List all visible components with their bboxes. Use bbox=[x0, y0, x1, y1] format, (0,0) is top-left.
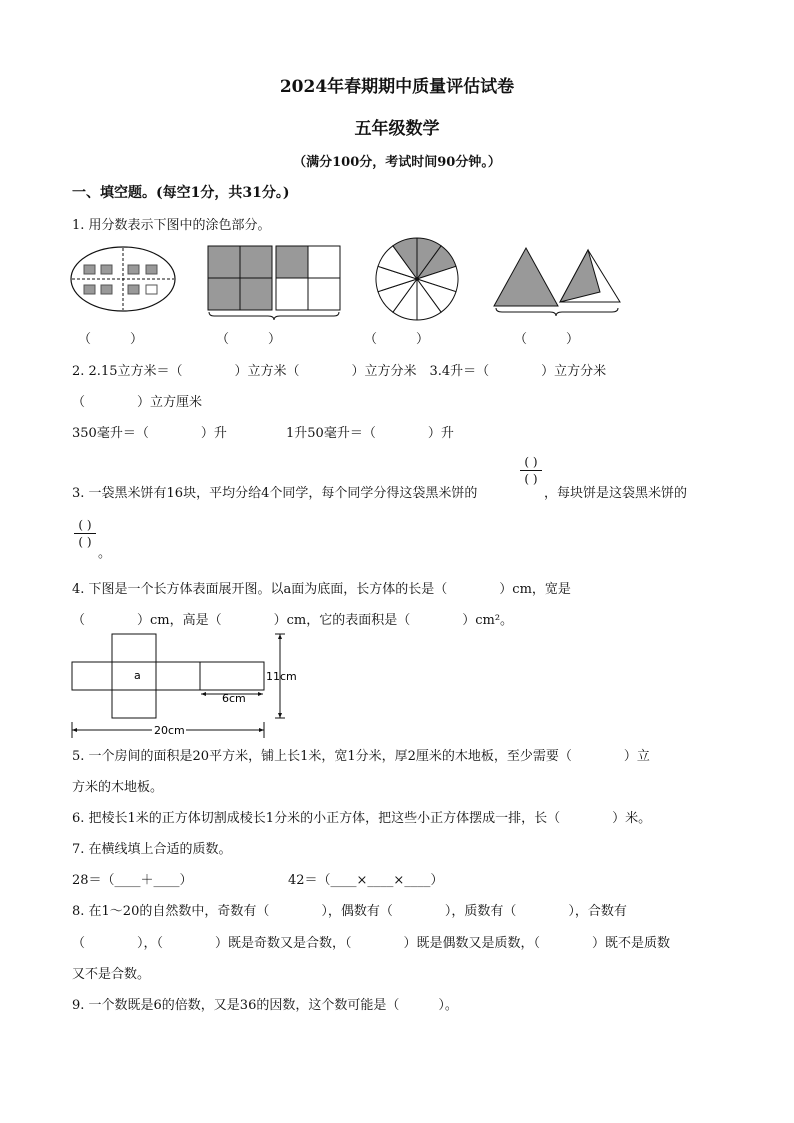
q1-answer-blank-3[interactable]: （ ） bbox=[364, 332, 430, 347]
fraction-denominator: ( ) bbox=[78, 535, 92, 549]
question-7-text: 7. 在横线填上合适的质数。 bbox=[72, 842, 232, 857]
question-3-end: 。 bbox=[98, 546, 112, 561]
dim-20cm-label: 20cm bbox=[154, 724, 185, 737]
fraction-numerator: ( ) bbox=[524, 455, 538, 469]
fraction-bar bbox=[74, 533, 96, 534]
page-subtitle: 五年级数学 bbox=[354, 119, 440, 139]
page-title: 2024年春期期中质量评估试卷 bbox=[279, 77, 515, 97]
q1-answer-blank-4[interactable]: （ ） bbox=[514, 332, 580, 347]
exam-note: （满分100分，考试时间90分钟。） bbox=[293, 155, 501, 170]
triangle-figure bbox=[494, 246, 624, 320]
question-7-eq-2[interactable]: 42＝（____×____×____） bbox=[288, 873, 444, 888]
question-6-text: 6. 把棱长1米的正方体切割成棱长1分米的小正方体，把这些小正方体摆成一排，长（ ）米。 bbox=[72, 811, 652, 826]
question-4-line-1: 4. 下图是一个长方体表面展开图。以a面为底面，长方体的长是（ ）cm，宽是 bbox=[72, 582, 571, 597]
question-2-line-1: 2. 2.15立方米＝（ ）立方米（ ）立方分米 3.4升＝（ ）立方分米 bbox=[72, 364, 607, 379]
question-2-line-3b: 1升50毫升＝（ ）升 bbox=[286, 426, 454, 441]
question-2-line-3a: 350毫升＝（ ）升 bbox=[72, 426, 227, 441]
question-9-text: 9. 一个数既是6的倍数，又是36的因数，这个数可能是（ ）。 bbox=[72, 998, 458, 1013]
q3-fraction-2[interactable] bbox=[74, 518, 96, 549]
ellipse-figure bbox=[70, 246, 176, 314]
circle-figure bbox=[374, 236, 460, 322]
grid-figure bbox=[208, 246, 342, 320]
cuboid-net-figure bbox=[70, 634, 300, 744]
question-3-part-2: ，每块饼是这袋黑米饼的 bbox=[544, 486, 688, 501]
question-8-line-3: 又不是合数。 bbox=[72, 967, 151, 982]
dim-11cm-label: 11cm bbox=[266, 670, 297, 683]
q3-fraction-1[interactable] bbox=[520, 455, 542, 486]
question-5-line-2: 方米的木地板。 bbox=[72, 780, 164, 795]
q1-answer-blank-1[interactable]: （ ） bbox=[78, 332, 144, 347]
question-3-part-1: 3. 一袋黑米饼有16块，平均分给4个同学，每个同学分得这袋黑米饼的 bbox=[72, 486, 478, 501]
fraction-numerator: ( ) bbox=[78, 518, 92, 532]
question-5-line-1: 5. 一个房间的面积是20平方米，铺上长1米，宽1分米，厚2厘米的木地板，至少需要（ ）立 bbox=[72, 749, 650, 764]
question-8-line-2: （ ），（ ）既是奇数又是合数，（ ）既是偶数又是质数，（ ）既不是质数 bbox=[72, 936, 671, 951]
dim-6cm-label: 6cm bbox=[222, 692, 246, 705]
fraction-denominator: ( ) bbox=[524, 472, 538, 486]
question-7-eq-1[interactable]: 28＝（____＋____） bbox=[72, 873, 193, 888]
question-4-line-2: （ ）cm，高是（ ）cm，它的表面积是（ ）cm²。 bbox=[72, 613, 514, 628]
question-2-line-2: （ ）立方厘米 bbox=[72, 395, 203, 410]
face-a-label: a bbox=[134, 669, 141, 682]
fraction-bar bbox=[520, 470, 542, 471]
q1-answer-blank-2[interactable]: （ ） bbox=[216, 332, 282, 347]
question-8-line-1: 8. 在1～20的自然数中，奇数有（ ），偶数有（ ），质数有（ ），合数有 bbox=[72, 904, 627, 919]
section-heading: 一、填空题。(每空1分，共31分。) bbox=[72, 185, 290, 201]
question-1-text: 1. 用分数表示下图中的涂色部分。 bbox=[72, 218, 271, 233]
